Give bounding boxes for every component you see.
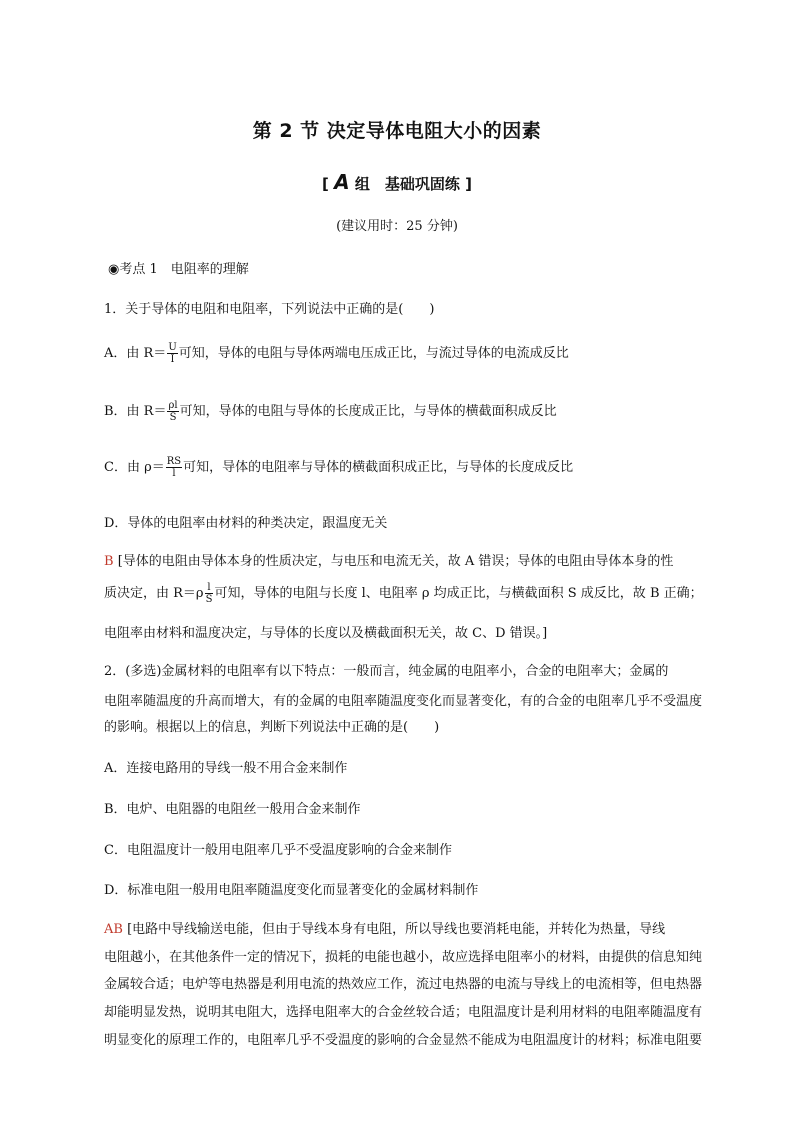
q1-explanation-line-2 [104, 582, 703, 605]
option-c-prefix: C．由 ρ＝ [104, 460, 165, 475]
fraction-denominator: S [205, 594, 213, 605]
fraction-denominator: l [172, 468, 176, 479]
fraction-numerator: ρl [168, 400, 178, 411]
q1-stem: 1．关于导体的电阻和电阻率，下列说法中正确的是( ) [104, 302, 435, 317]
q2-explanation-line-3: 金属较合适；电炉等电热器是利用电流的热效应工作，流过电热器的电流与导线上的电流相等，但电热器 [104, 977, 703, 992]
option-b-text: 可知，导体的电阻与导体的长度成正比，与导体的横截面积成反比 [179, 404, 557, 419]
group-letter: A [334, 170, 350, 194]
q1-option-c [104, 456, 573, 479]
option-c-text: 可知，导体的电阻率与导体的横截面积成正比，与导体的长度成反比 [183, 460, 574, 475]
option-a-text: 可知，导体的电阻与导体两端电压成正比，与流过导体的电流成反比 [178, 346, 569, 361]
option-a-prefix: A．由 R＝ [104, 346, 167, 361]
page-title: 第 2 节 决定导体电阻大小的因素 [252, 120, 542, 142]
q2-explanation-line-4: 却能明显发热，说明其电阻大，选择电阻率大的合金丝较合适；电阻温度计是利用材料的电阻率随温度有 [104, 1005, 703, 1020]
q2-option-b: B．电炉、电阻器的电阻丝一般用合金来制作 [104, 802, 361, 817]
group-heading [0, 170, 794, 194]
q2-stem-line-2: 电阻率随温度的升高而增大，有的金属的电阻率随温度变化而显著变化，有的合金的电阻率几乎不受温度 [104, 694, 703, 709]
fraction-numerator: U [168, 342, 177, 353]
q2-answer: AB [104, 922, 123, 937]
suggested-time: (建议用时：25 分钟) [336, 219, 458, 234]
fraction [205, 582, 214, 605]
q1-answer: B [104, 554, 114, 569]
fraction [167, 400, 178, 423]
fraction-denominator: I [170, 354, 175, 365]
q1-explanation-line-1 [104, 550, 673, 569]
option-b-prefix: B．由 R＝ [104, 404, 167, 419]
fraction [167, 342, 177, 365]
q1-option-b [104, 400, 557, 423]
q2-explanation-line-2: 电阻越小，在其他条件一定的情况下，损耗的电能也越小，故应选择电阻率小的材料，由提供的信息知纯 [104, 950, 703, 965]
q2-option-c: C．电阻温度计一般用电阻率几乎不受温度影响的合金来制作 [104, 843, 452, 858]
fraction-denominator: S [169, 412, 177, 423]
q1-option-d: D．导体的电阻率由材料的种类决定，跟温度无关 [104, 516, 388, 531]
q2-explanation-line-5: 明显变化的原理工作的，电阻率几乎不受温度的影响的合金显然不能成为电阻温度计的材料；标准电阻要 [104, 1033, 703, 1048]
q2-explanation-line-1 [104, 918, 665, 937]
explanation-text: [导体的电阻由导体本身的性质决定，与电压和电流无关，故 A 错误；导体的电阻由导体本身的性 [117, 554, 674, 569]
group-bracket-open: [ [322, 175, 329, 193]
explanation-text: 可知，导体的电阻与长度 l、电阻率 ρ 均成正比，与横截面积 S 成反比，故 B 正确； [214, 586, 703, 601]
q2-option-a: A．连接电路用的导线一般不用合金来制作 [104, 761, 348, 776]
q2-stem-line-1: 2．(多选)金属材料的电阻率有以下特点：一般而言，纯金属的电阻率小，合金的电阻率大；金属的 [104, 664, 669, 679]
q2-stem-line-3: 的影响。根据以上的信息，判断下列说法中正确的是( ) [104, 720, 440, 735]
q2-option-d: D．标准电阻一般用电阻率随温度变化而显著变化的金属材料制作 [104, 883, 479, 898]
explanation-text: 质决定，由 R＝ρ [104, 586, 204, 601]
group-label: 组 基础巩固练 [354, 175, 460, 193]
fraction-numerator: RS [166, 456, 182, 467]
q1-option-a [104, 342, 569, 365]
q1-explanation-line-3: 电阻率由材料和温度决定，与导体的长度以及横截面积无关，故 C、D 错误。] [104, 626, 548, 641]
fraction [166, 456, 182, 479]
explanation-text: [电路中导线输送电能，但由于导线本身有电阻，所以导线也要消耗电能，并转化为热量，导线 [127, 922, 666, 937]
fraction-numerator: l [205, 582, 214, 594]
group-bracket-close: ] [465, 175, 472, 193]
topic-heading: ◉考点 1 电阻率的理解 [108, 262, 249, 277]
